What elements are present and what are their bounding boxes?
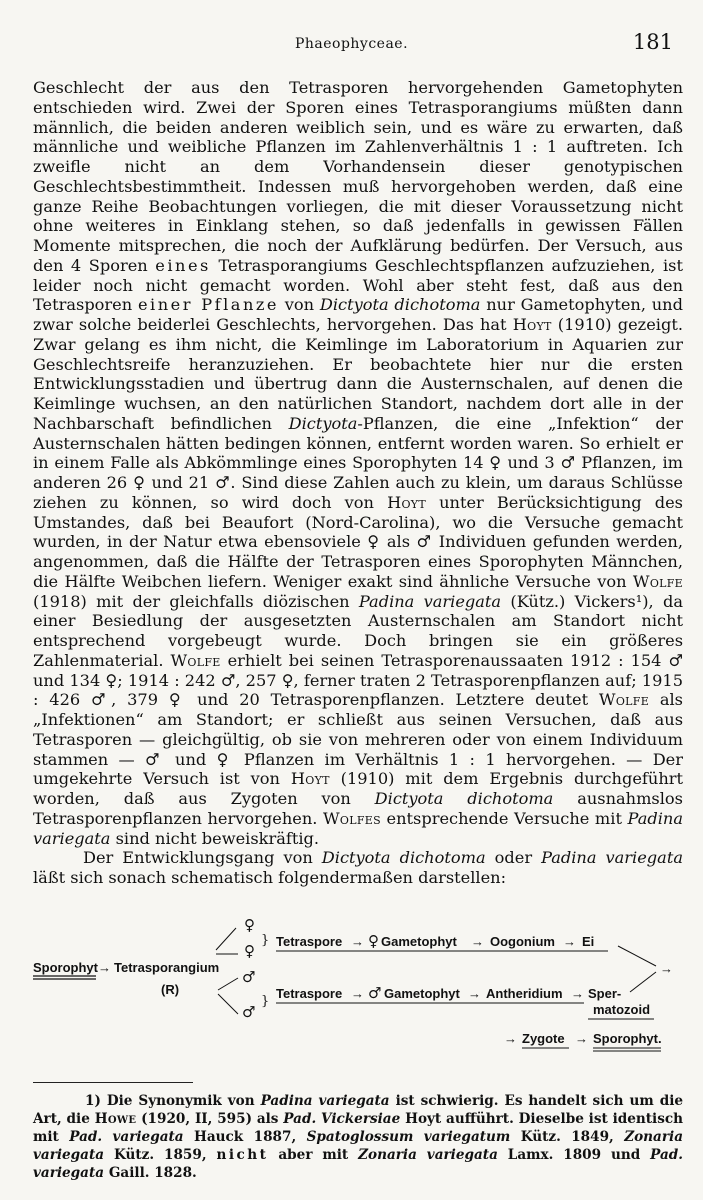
branch-line [218,994,238,1014]
arrow: → [351,934,364,949]
arrow: → [471,934,484,949]
female-symbol: ♀ [368,932,379,950]
arrow: → [351,986,364,1001]
branch-line [216,928,236,950]
body-text [33,78,683,888]
running-head: Phaeophyceae. [294,36,409,52]
species-name: Padina variegata [358,591,502,611]
species-name: Zonaria variegata [33,1129,684,1163]
gametophyt-label: Gametophyt [384,986,460,1001]
footnote-paragraph [33,1092,683,1182]
text-run: Hoyt aufführt. Dieselbe ist identisch mit [33,1111,684,1145]
text-run: nur Gametophyten, und zwar solche beiderlei Geschlechts, hervorgehen. Das hat [33,295,683,334]
species-name: Dictyota [288,413,358,433]
brace: } [261,994,270,1009]
text-run: erhielt bei seinen Tetrasporenaussaaten 1912 : 154 ♂ und 134 ♀; 1914 : 242 ♂, 257 ♀, ferner traten 2 Tetrasporenpflanzen auf; 1915 : 426 ♂, 379 ♀ und 20 Tetrasporenpflanzen. Letztere deutet [33,650,683,710]
text-run: unter Berücksichtigung des Umstandes, daß bei Beaufort (Nord-Carolina), wo die Versuche gemacht wurden, in der Natur etwa ebensoviele ♀ als ♂ Individuen gefunden werden, angenommen, daß die Hälfte der Tetrasporen eines Sporophyten Männchen, die Hälfte Weibchen liefern. Weniger exakt sind ähnliche Versuche von [33,492,683,591]
species-name: Pad. variegata [69,1129,184,1145]
text-run: Der Entwicklungsgang von [83,848,313,868]
female-symbol: ♀ [244,942,255,960]
species-name: Dictyota dichotoma [374,789,554,808]
antheridium-label: Antheridium [486,986,563,1001]
brace: } [261,933,270,948]
author-name: Wolfe [170,650,221,670]
zygote-label: Zygote [522,1031,565,1046]
species-name: Padina variegata [541,848,683,868]
branch-line [218,978,238,990]
author-name: Hoyt [512,315,552,334]
gametophyt-label: Gametophyt [381,934,457,949]
page-number: 181 [632,30,673,54]
spermatozoid-label: matozoid [593,1002,651,1017]
species-name: Spatoglossum variegatum [306,1129,511,1145]
text-run: entsprechende Versuche mit [386,808,622,828]
text-run: als „Infektionen“ am Standort; er schließt aus seinen Versuchen, daß aus Tetrasporen — gleichgültig, ob sie von mehreren oder von einem Individuum stammen — ♂ und ♀ Pflanzen im Verhältnis 1 : 1 hervorgehen. — Der umgekehrte Versuch ist von [33,690,683,789]
arrow: → [660,961,673,976]
footnote [33,1092,683,1182]
text-run: aber mit [278,1147,349,1163]
species-name: Padina variegata [260,1093,390,1109]
text-run: (Kütz.) Vickers¹), da einer Besiedlung der ausgesetzten Austernschalen am Standort nicht entsprechend vorgebeugt wurde. Doch bringen sie ein größeres Zahlenmaterial. [33,591,683,670]
merge-line [618,946,656,966]
author-name: Hoyt [290,769,330,789]
author-name: Wolfe [632,571,684,591]
author-name: Wolfes [322,808,381,828]
arrow: → [504,1031,517,1046]
species-name: Dictyota dichotoma [319,295,481,315]
text-run: ausnahmslos Tetrasporenpflanzen hervorgehen. [33,789,683,828]
author-name: Wolfe [598,690,650,710]
text-run: Lamx. 1809 und [507,1147,641,1163]
text-run: Kütz. 1859, [113,1147,207,1163]
text-run: Gaill. 1828. [108,1165,197,1181]
text-run: 1) Die Synonymik von [85,1093,255,1109]
author-name: Howe [94,1111,137,1127]
spaced-text: einer Pflanze [137,295,279,315]
text-run: läßt sich sonach schematisch folgendermaßen darstellen: [33,868,507,887]
merge-line [630,972,656,992]
tetrasporangium-label: Tetrasporangium [114,960,220,975]
species-name: Padina variegata [33,808,683,848]
text-run: (1920, II, 595) als [141,1111,279,1127]
male-symbol: ♂ [242,1003,256,1021]
text-run: oder [494,848,533,868]
arrow: → [98,960,111,975]
tetraspore-label: Tetraspore [276,986,343,1001]
arrow: → [468,986,481,1001]
life-cycle-svg [28,880,688,1080]
ei-label: Ei [582,934,595,949]
author-name: Hoyt [387,492,426,512]
text-run: (1918) mit der gleichfalls diözischen [33,591,350,611]
species-name: Pad. Vickersiae [283,1111,401,1127]
footnote-rule [33,1082,193,1083]
arrow: → [571,986,584,1001]
male-symbol: ♂ [368,984,382,1002]
sporophyt-end-label: Sporophyt. [593,1031,662,1046]
text-run: Hauck 1887, [193,1129,297,1145]
text-run: ist schwierig. Es handelt sich um die Art, die [33,1093,684,1127]
paragraph-1 [33,78,683,848]
text-run: sind nicht beweiskräftig. [115,828,320,848]
species-name: Dictyota dichotoma [321,848,486,868]
spermatozoid-label: Sper- [588,986,622,1001]
text-run: (1910) mit dem Ergebnis durchgeführt worden, daß aus Zygoten von [33,769,683,808]
r-label: (R) [161,982,180,997]
text-run: Kütz. 1849, [520,1129,614,1145]
text-run: -Pflanzen, die eine „Infektion“ der Austernschalen hätten bedingen können, entfernt worden waren. So erhielt er in einem Falle als Abkömmlinge eines Sporophyten 14 ♀ und 3 ♂ Pflanzen, im anderen 26 ♀ und 21 ♂. Sind diese Zahlen auch zu klein, um daraus Schlüsse ziehen zu können, so wird doch von [33,413,683,512]
arrow: → [563,934,576,949]
species-name: Zonaria variegata [358,1147,498,1163]
spaced-text: nicht [216,1147,269,1163]
spaced-text: eines [155,255,211,275]
text-run: von [284,295,315,315]
species-name: Pad. variegata [33,1147,684,1181]
female-symbol: ♀ [244,916,255,934]
tetraspore-label: Tetraspore [276,934,343,949]
text-run: Tetrasporangiums Geschlechtspflanzen aufzuziehen, ist leider noch nicht gemacht worden. Wohl aber steht fest, daß aus den Tetrasporen [33,255,683,315]
sporophyt-label: Sporophyt [33,960,98,975]
oogonium-label: Oogonium [490,934,555,949]
male-symbol: ♂ [242,968,256,986]
text-run: Geschlecht der aus den Tetrasporen hervorgehenden Gametophyten entschieden wird. Zwei der Sporen eines Tetrasporangiums müßten dann männlich, die beiden anderen weiblich sein, und es wäre zu erwarten, daß männliche und weibliche Pflanzen im Zahlenverhältnis 1 : 1 auftreten. Ich zweifle nicht an dem Vorhandensein dieser genotypischen Geschlechtsbestimmtheit. Indessen muß hervorgehoben werden, daß eine ganze Reihe Beobachtungen vorliegen, die mit dieser Voraussetzung nicht ohne weiteres in Einklang stehen, so daß jedenfalls in gewissen Fällen Momente mitsprechen, die noch der Aufklärung bedürfen. Der Versuch, aus den 4 Sporen [33,78,683,275]
life-cycle-diagram [28,880,688,1080]
text-run: (1910) gezeigt. Zwar gelang es ihm nicht, die Keimlinge im Laboratorium in Aquarien zur Geschlechtsreife heranzuziehen. Er beobachtete hier nur die ersten Entwicklungsstadien und übertrug dann die Austernschalen, auf denen die Keimlinge wuchsen, an den natürlichen Standort, nachdem dort alle in der Nachbarschaft befindlichen [33,315,683,433]
arrow: → [575,1031,588,1046]
